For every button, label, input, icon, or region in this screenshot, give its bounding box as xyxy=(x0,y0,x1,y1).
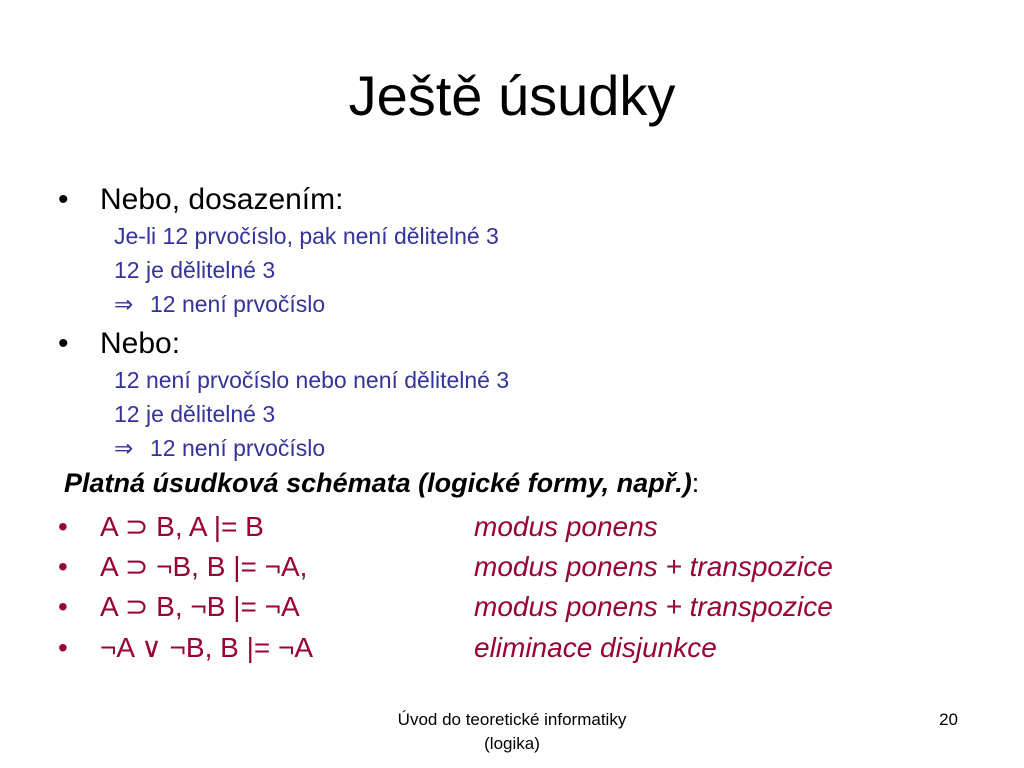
example-line xyxy=(114,256,275,284)
schema-rule-name: modus ponens xyxy=(474,511,658,542)
example-line-text: 12 je dělitelné 3 xyxy=(114,401,276,427)
example-line-text: 12 není prvočíslo nebo není dělitelné 3 xyxy=(114,367,510,393)
example-conclusion-line xyxy=(114,290,325,318)
schema-rule-name: modus ponens + transpozice xyxy=(474,591,833,622)
footer-course-line1: Úvod do teoretické informatiky xyxy=(397,710,627,729)
schema-formula: A ⊃ B, A |= B xyxy=(100,511,264,542)
schema-rule-name: modus ponens + transpozice xyxy=(474,551,833,582)
example-line-text: 12 není prvočíslo xyxy=(150,291,326,317)
example-line-text: Je-li 12 prvočíslo, pak není dělitelné 3 xyxy=(114,223,499,249)
bullet-marker: • xyxy=(58,551,68,582)
page-number: 20 xyxy=(939,710,958,729)
bullet-marker: • xyxy=(58,511,68,542)
example-line xyxy=(114,222,499,250)
example-line xyxy=(114,400,275,428)
bullet-marker: • xyxy=(58,632,68,663)
schemas-heading xyxy=(64,466,699,500)
slide-title: Ještě úsudky xyxy=(348,64,676,127)
example-line-text: 12 je dělitelné 3 xyxy=(114,257,276,283)
example-line-text: 12 není prvočíslo xyxy=(150,435,326,461)
schemas-heading-colon: : xyxy=(691,468,700,498)
schema-rule-name: eliminace disjunkce xyxy=(474,632,717,663)
footer-course-line2: (logika) xyxy=(484,734,540,753)
bullet-text: Nebo: xyxy=(100,327,181,360)
schema-formula: A ⊃ ¬B, B |= ¬A, xyxy=(100,551,308,582)
bullet-marker: • xyxy=(58,183,69,216)
example-conclusion-line xyxy=(114,434,325,462)
schemas-heading-text: Platná úsudková schémata (logické formy, např.) xyxy=(64,468,692,498)
schema-formula: A ⊃ B, ¬B |= ¬A xyxy=(100,591,300,622)
example-line xyxy=(114,366,509,394)
implies-icon: ⇒ xyxy=(114,291,134,317)
implies-icon: ⇒ xyxy=(114,435,134,461)
footer-course xyxy=(312,708,712,756)
schema-formula: ¬A ∨ ¬B, B |= ¬A xyxy=(100,632,314,663)
bullet-text: Nebo, dosazením: xyxy=(100,183,344,216)
bullet-marker: • xyxy=(58,591,68,622)
bullet-marker: • xyxy=(58,327,69,360)
